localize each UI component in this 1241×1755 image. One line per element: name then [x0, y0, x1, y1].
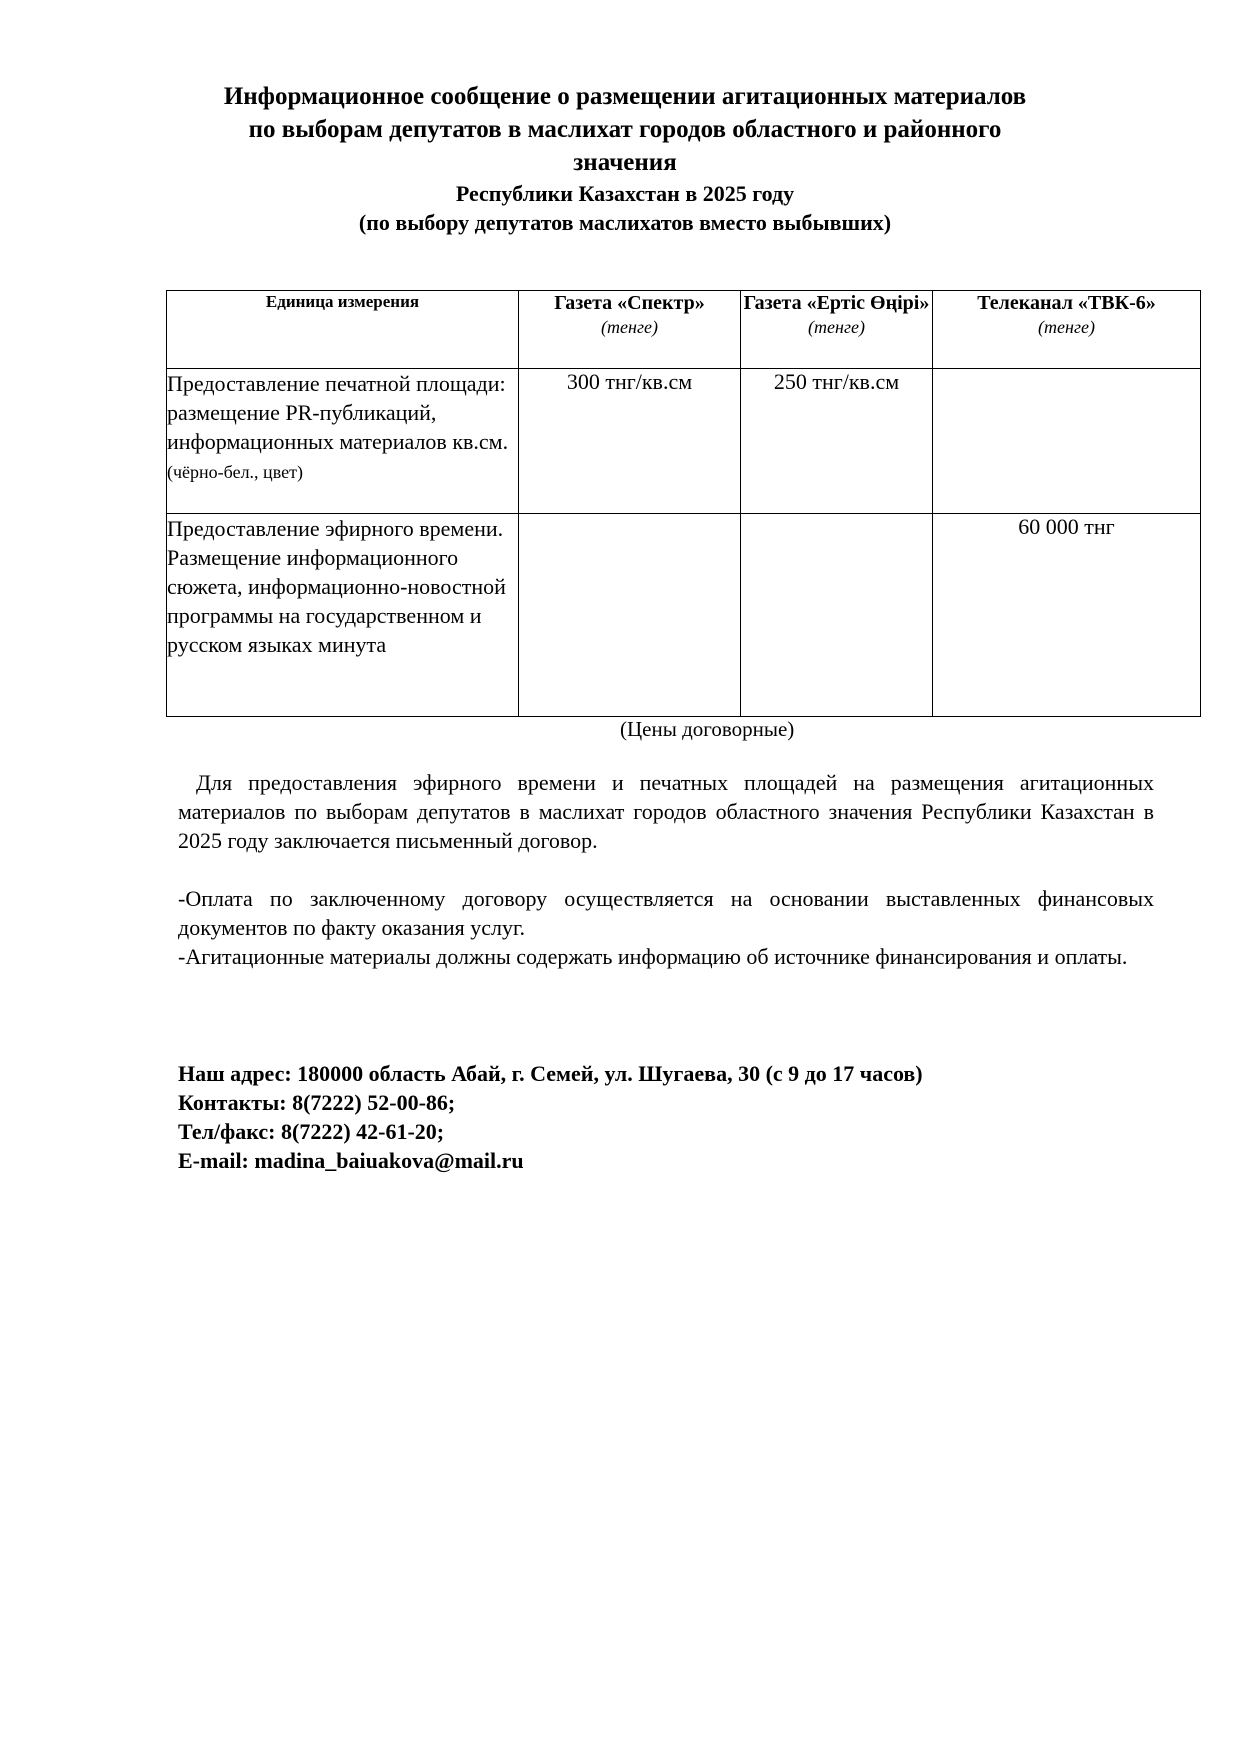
row-description [167, 369, 519, 514]
price-tvk [933, 369, 1201, 514]
rates-table [166, 290, 1201, 717]
contact-email[interactable]: E-mail: madina_baiuakova@mail.ru [178, 1148, 524, 1173]
header-spectr [519, 291, 741, 369]
table-row [167, 514, 1201, 717]
header-label: Газета «Ертіс Өңірі» [743, 292, 930, 314]
title-line-4: Республики Казахстан в 2025 году [455, 181, 795, 206]
header-currency: (тенге) [808, 317, 865, 337]
header-unit [167, 291, 519, 369]
paragraph-contract: Для предоставления эфирного времени и печатных площадей на размещения агитационных материалов по выборам депутатов в маслихат городов областного значения Республики Казахстан в 2025 году заключается письменный договор. [178, 770, 1154, 853]
header-tvk [933, 291, 1201, 369]
price-spectr: 300 тнг/кв.см [519, 369, 741, 514]
header-label: Единица измерения [265, 292, 420, 311]
contact-phone: Контакты: 8(7222) 52-00-86; [178, 1090, 456, 1115]
description-text: Предоставление эфирного времени. Размещение информационного сюжета, информационно-новостной программы на государственном и русском языках минута [167, 516, 506, 657]
price-spectr [519, 514, 741, 717]
conditions-block [178, 884, 1154, 971]
header-label: Газета «Спектр» [554, 292, 705, 314]
contacts-block [178, 1059, 1178, 1175]
price-ertis [741, 514, 933, 717]
title-line-3: значения [573, 149, 677, 176]
price-ertis: 250 тнг/кв.см [741, 369, 933, 514]
description-note: (чёрно-бел., цвет) [167, 462, 303, 482]
description-text: Предоставление печатной площади: размещение PR-публикаций, информационных материалов кв.см. [167, 371, 509, 454]
price-note: (Цены договорные) [620, 717, 795, 741]
header-label: Телеканал «ТВК-6» [977, 292, 1156, 314]
table-row [167, 369, 1201, 514]
contact-address: Наш адрес: 180000 область Абай, г. Семей, ул. Шугаева, 30 (с 9 до 17 часов) [178, 1061, 923, 1086]
document-title [160, 80, 1090, 237]
table-header-row [167, 291, 1201, 369]
paragraph-payment: -Оплата по заключенному договору осуществляется на основании выставленных финансовых документов по факту оказания услуг. [178, 886, 1154, 940]
title-line-1: Информационное сообщение о размещении агитационных материалов [223, 83, 1027, 110]
price-tvk: 60 000 тнг [933, 514, 1201, 717]
row-description [167, 514, 519, 717]
paragraph-materials: -Агитационные материалы должны содержать информацию об источнике финансирования и оплаты. [178, 944, 1128, 969]
header-currency: (тенге) [1038, 317, 1095, 337]
header-currency: (тенге) [601, 317, 658, 337]
header-ertis [741, 291, 933, 369]
title-line-5: (по выбору депутатов маслихатов вместо выбывших) [358, 210, 892, 235]
contact-fax: Тел/факс: 8(7222) 42-61-20; [178, 1119, 445, 1144]
title-line-2: по выборам депутатов в маслихат городов областного и районного [248, 116, 1002, 143]
